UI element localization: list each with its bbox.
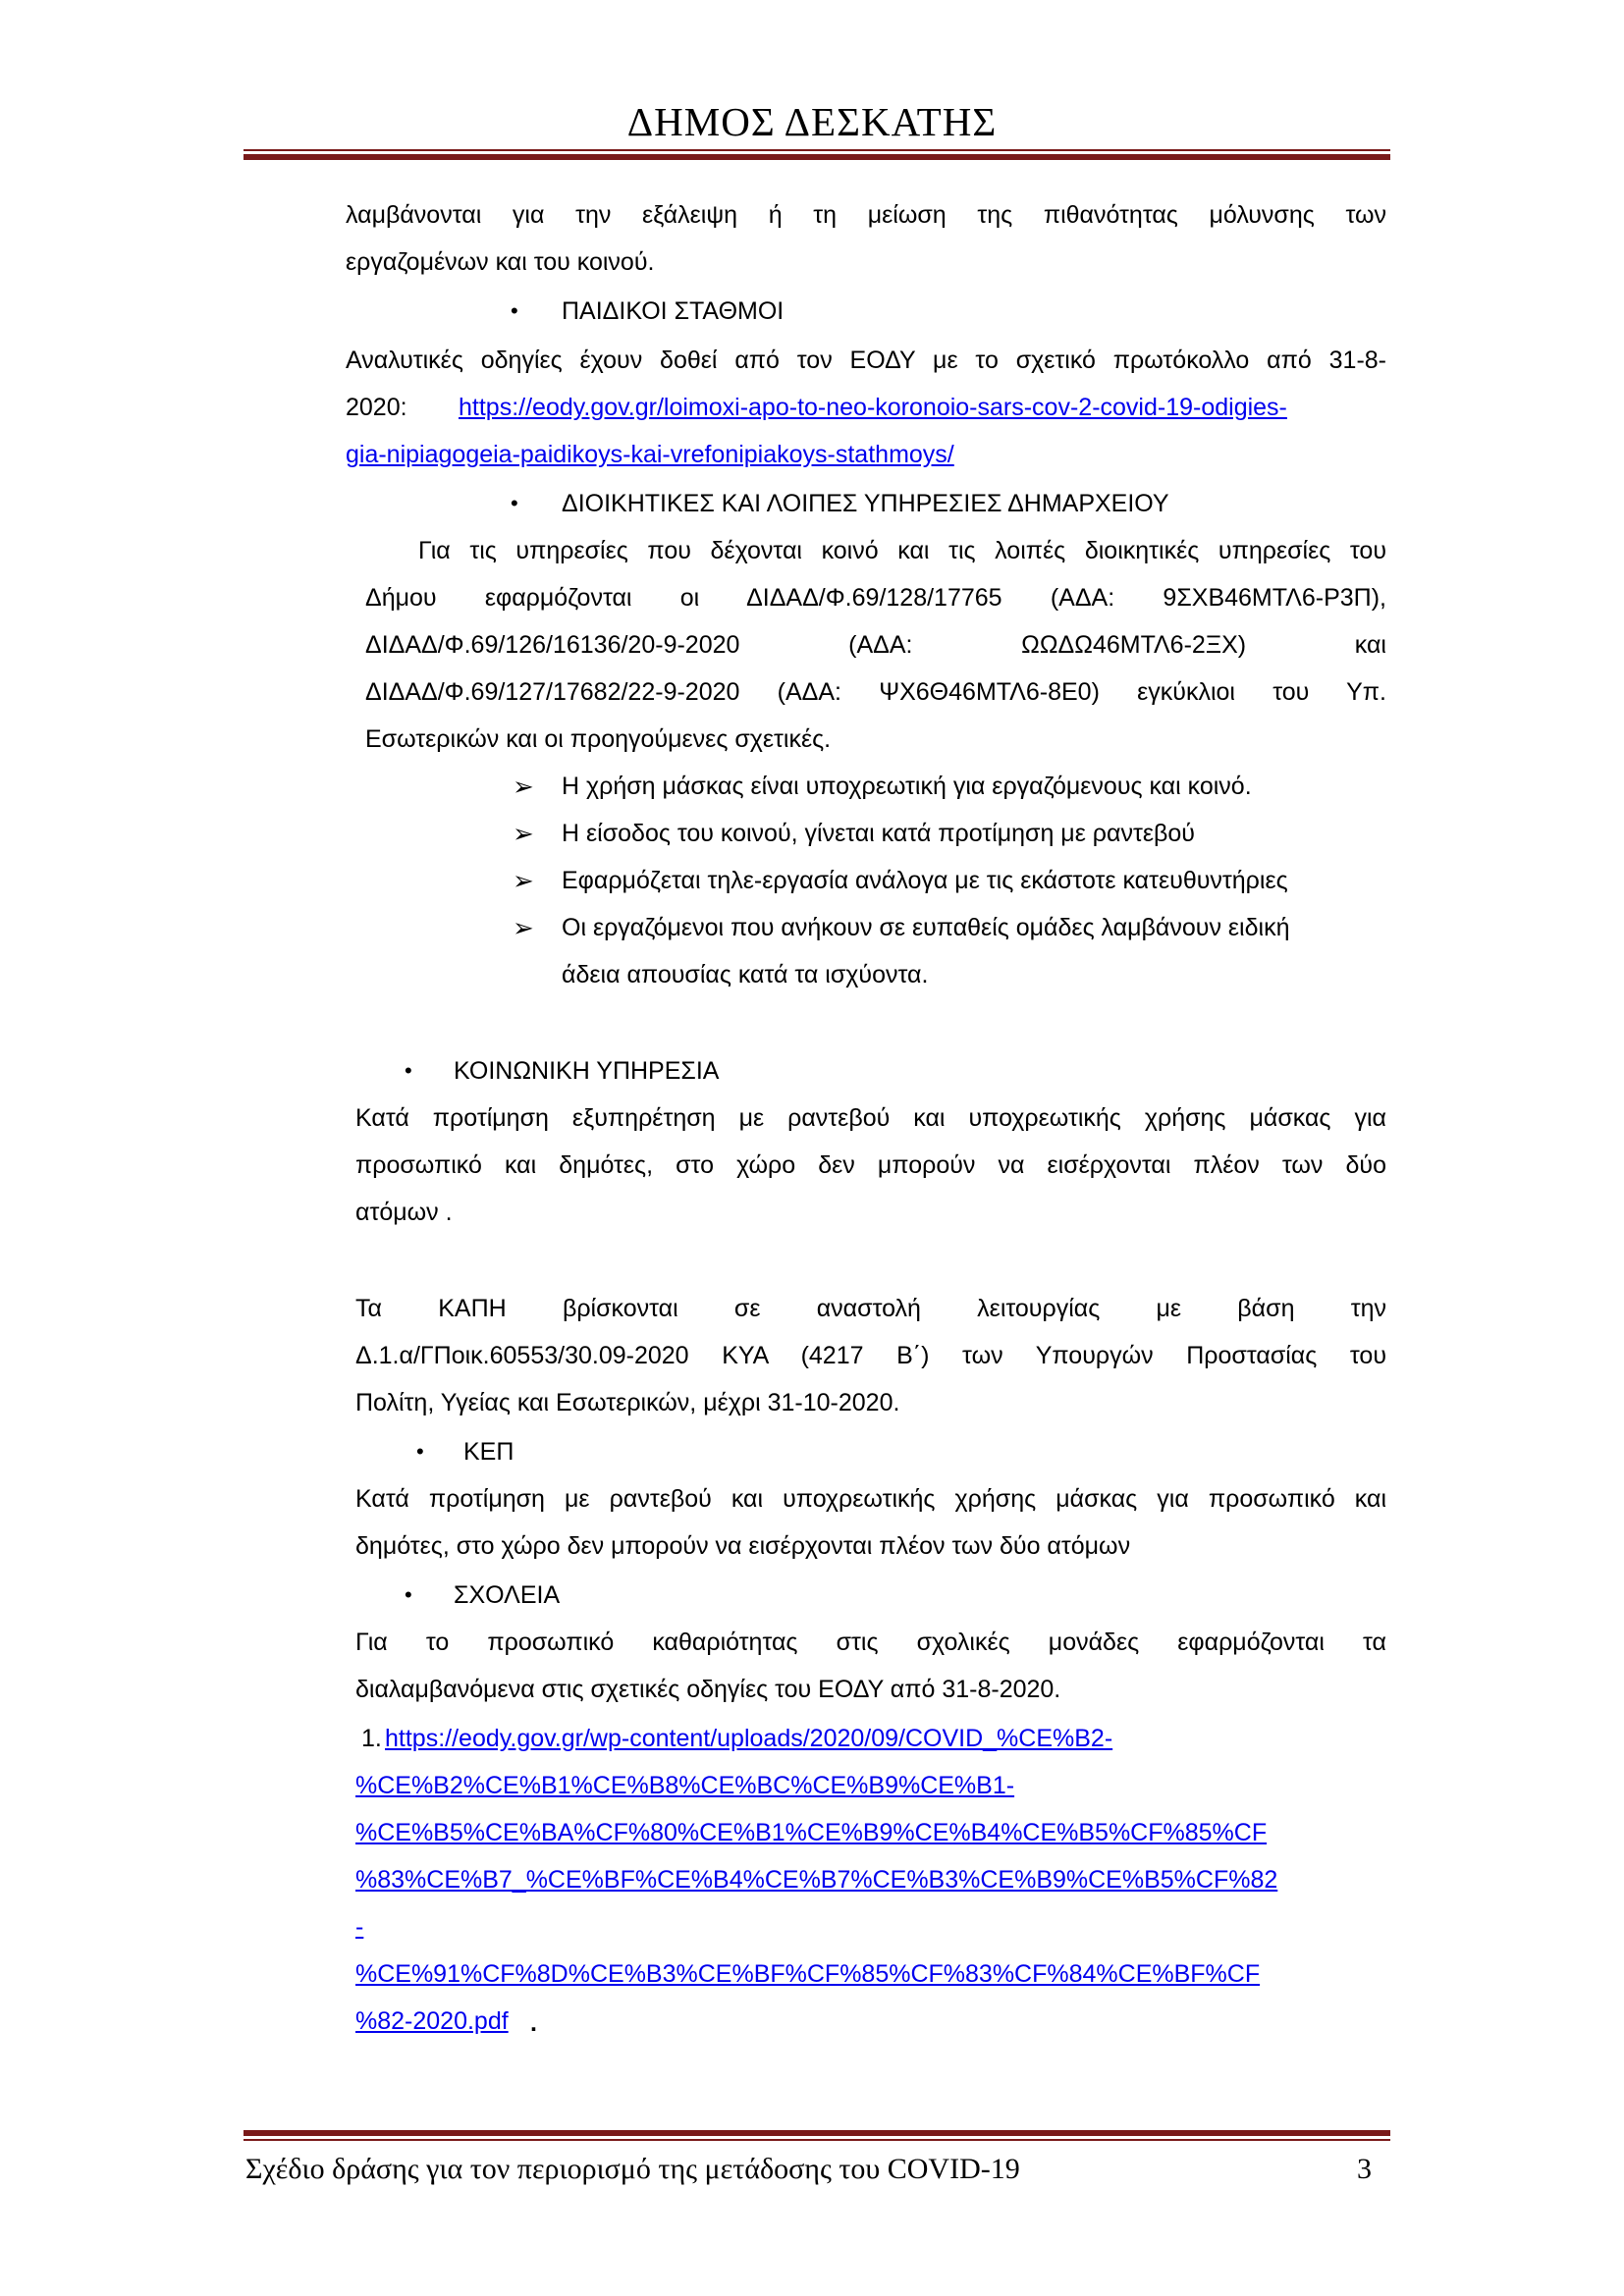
paragraph-line: Κατά προτίμηση εξυπηρέτηση με ραντεβού και υποχρεωτικής χρήσης μάσκας για: [355, 1104, 1386, 1132]
sentence-end-period: .: [530, 2009, 537, 2037]
arrow-list-item: Εφαρμόζεται τηλε-εργασία ανάλογα με τις εκάστοτε κατευθυντήριες: [562, 867, 1288, 894]
section-heading-kep: ΚΕΠ: [463, 1438, 514, 1466]
page-number: 3: [1357, 2153, 1372, 2185]
paragraph-line: Για τις υπηρεσίες που δέχονται κοινό και τις λοιπές διοικητικές υπηρεσίες του: [418, 537, 1386, 564]
paragraph-line: Πολίτη, Υγείας και Εσωτερικών, μέχρι 31-10-2020.: [355, 1389, 900, 1416]
arrow-bullet-icon: ➢: [513, 866, 534, 895]
paragraph-line: ΔΙΔΑΔ/Φ.69/127/17682/22-9-2020 (ΑΔΑ: ΨΧ6Θ46ΜΤΛ6-8Ε0) εγκύκλιοι του Υπ.: [365, 678, 1386, 706]
page-header-title: ΔΗΜΟΣ ΔΕΣΚΑΤΗΣ: [626, 99, 998, 144]
footer-rule-thick: [244, 2130, 1390, 2136]
arrow-bullet-icon: ➢: [513, 772, 534, 801]
paragraph-line: διαλαμβανόμενα στις σχετικές οδηγίες του ΕΟΔΥ από 31-8-2020.: [355, 1676, 1061, 1703]
header-rule-thin: [244, 149, 1390, 151]
paragraph-line: λαμβάνονται για την εξάλειψη ή τη μείωση της πιθανότητας μόλυνσης των: [346, 201, 1386, 229]
paragraph-line: εργαζομένων και του κοινού.: [346, 248, 655, 276]
arrow-list-item-cont: άδεια απουσίας κατά τα ισχύοντα.: [562, 961, 929, 988]
nurseries-guidelines-link-cont[interactable]: gia-nipiagogeia-paidikoys-kai-vrefonipiakoys-stathmoys/: [346, 441, 954, 468]
schools-guidelines-link-cont[interactable]: %82-2020.pdf: [355, 2007, 509, 2035]
bullet-icon: •: [511, 491, 518, 515]
section-heading-social-service: ΚΟΙΝΩΝΙΚΗ ΥΠΗΡΕΣΙΑ: [454, 1057, 720, 1085]
schools-guidelines-link[interactable]: https://eody.gov.gr/wp-content/uploads/2020/09/COVID_%CE%B2-: [385, 1725, 1113, 1752]
paragraph-line: ΔΙΔΑΔ/Φ.69/126/16136/20-9-2020 (ΑΔΑ: ΩΩΔΩ46ΜΤΛ6-2ΞΧ) και: [365, 631, 1386, 659]
schools-guidelines-link-cont[interactable]: %83%CE%B7_%CE%BF%CE%B4%CE%B7%CE%B3%CE%B9%CE%B5%CF%82: [355, 1866, 1278, 1894]
paragraph-line: προσωπικό και δημότες, στο χώρο δεν μπορούν να εισέρχονται πλέον των δύο: [355, 1151, 1386, 1179]
paragraph-line: Εσωτερικών και οι προηγούμενες σχετικές.: [365, 725, 832, 753]
bullet-icon: •: [416, 1439, 424, 1464]
paragraph-line: Κατά προτίμηση με ραντεβού και υποχρεωτικής χρήσης μάσκας για προσωπικό και: [355, 1485, 1386, 1513]
paragraph-line: Για το προσωπικό καθαριότητας στις σχολικές μονάδες εφαρμόζονται τα: [355, 1629, 1386, 1656]
bullet-icon: •: [405, 1582, 412, 1607]
paragraph-line: Αναλυτικές οδηγίες έχουν δοθεί από τον ΕΟΔΥ με το σχετικό πρωτόκολλο από 31-8-: [346, 347, 1386, 374]
bullet-icon: •: [511, 298, 518, 323]
nurseries-guidelines-link[interactable]: https://eody.gov.gr/loimoxi-apo-to-neo-koronoio-sars-cov-2-covid-19-odigies-: [459, 394, 1287, 421]
bullet-icon: •: [405, 1058, 412, 1083]
arrow-bullet-icon: ➢: [513, 913, 534, 942]
paragraph-line: Δήμου εφαρμόζονται οι ΔΙΔΑΔ/Φ.69/128/17765 (ΑΔΑ: 9ΣΧΒ46ΜΤΛ6-Ρ3Π),: [365, 584, 1386, 612]
schools-guidelines-link-cont[interactable]: %CE%B2%CE%B1%CE%B8%CE%BC%CE%B9%CE%B1-: [355, 1772, 1015, 1799]
arrow-bullet-icon: ➢: [513, 819, 534, 848]
footer-rule-thin: [244, 2139, 1390, 2141]
paragraph-line: 2020:: [346, 394, 407, 421]
footer-title: Σχέδιο δράσης για τον περιορισμό της μετάδοσης του COVID-19: [245, 2153, 1020, 2185]
schools-guidelines-link-cont[interactable]: -: [355, 1913, 364, 1941]
section-heading-nurseries: ΠΑΙΔΙΚΟΙ ΣΤΑΘΜΟΙ: [562, 297, 785, 325]
schools-guidelines-link-cont[interactable]: %CE%B5%CE%BA%CF%80%CE%B1%CE%B9%CE%B4%CE%B5%CF%85%CF: [355, 1819, 1268, 1846]
paragraph-line: Τα ΚΑΠΗ βρίσκονται σε αναστολή λειτουργίας με βάση την: [355, 1295, 1386, 1322]
paragraph-line: ατόμων .: [355, 1199, 453, 1226]
paragraph-line: δημότες, στο χώρο δεν μπορούν να εισέρχονται πλέον των δύο ατόμων: [355, 1532, 1131, 1560]
list-number: 1.: [361, 1725, 382, 1752]
arrow-list-item: Η είσοδος του κοινού, γίνεται κατά προτίμηση με ραντεβού: [562, 820, 1195, 847]
header-rule-thick: [244, 154, 1390, 160]
section-heading-schools: ΣΧΟΛΕΙΑ: [454, 1581, 561, 1609]
arrow-list-item: Οι εργαζόμενοι που ανήκουν σε ευπαθείς ομάδες λαμβάνουν ειδική: [562, 914, 1290, 941]
arrow-list-item: Η χρήση μάσκας είναι υποχρεωτική για εργαζόμενους και κοινό.: [562, 773, 1252, 800]
section-heading-administrative: ΔΙΟΙΚΗΤΙΚΕΣ ΚΑΙ ΛΟΙΠΕΣ ΥΠΗΡΕΣΙΕΣ ΔΗΜΑΡΧΕΙΟΥ: [562, 490, 1169, 517]
paragraph-line: Δ.1.α/ΓΠοικ.60553/30.09-2020 ΚΥΑ (4217 Β΄) των Υπουργών Προστασίας του: [355, 1342, 1386, 1369]
schools-guidelines-link-cont[interactable]: %CE%91%CF%8D%CE%B3%CE%BF%CF%85%CF%83%CF%84%CE%BF%CF: [355, 1960, 1261, 1988]
